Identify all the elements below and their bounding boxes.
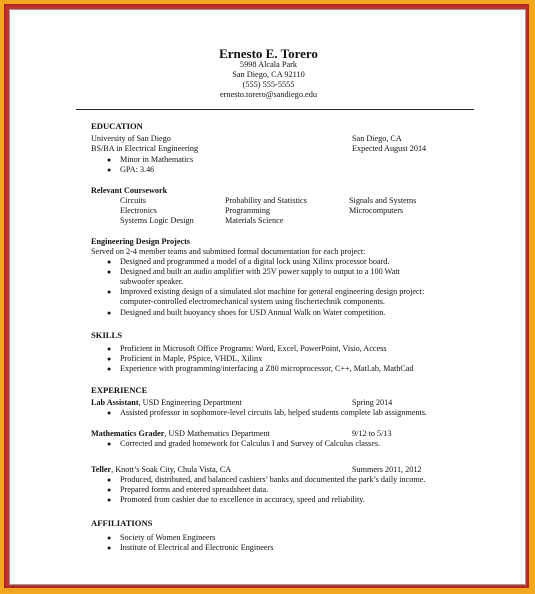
header-divider [76, 109, 474, 110]
project-item-continued: computer-controlled electromechanical system using fischertechnik components. [120, 297, 385, 306]
education-bullet: GPA: 3.46 [120, 165, 155, 174]
email: ernesto.torero@sandiego.edu [219, 90, 318, 99]
project-item: Designed and built an audio amplifier with 25V power supply to output to a 100 Watt [120, 267, 400, 276]
job-duty: Corrected and graded homework for Calculus I and Survey of Calculus classes. [120, 439, 381, 448]
job-role: Teller [91, 465, 112, 474]
bullet-icon: ● [107, 440, 112, 448]
job-date: Summers 2011, 2012 [352, 465, 422, 474]
bullet-icon: ● [107, 268, 112, 276]
projects-heading: Engineering Design Projects [91, 237, 190, 246]
bullet-icon: ● [107, 476, 112, 484]
job-duty: Assisted professor in sophomore-level circuits lab, helped students complete lab assignments. [120, 408, 427, 417]
job-role: Mathematics Grader [91, 429, 165, 438]
bullet-icon: ● [107, 409, 112, 417]
affiliation-item: Society of Women Engineers [120, 533, 216, 542]
project-item: Designed and programmed a model of a digital lock using Xilinx processor board. [120, 257, 390, 266]
bullet-icon: ● [107, 496, 112, 504]
school-location: San Diego, CA [352, 134, 402, 143]
bullet-icon: ● [107, 166, 112, 174]
job-org: , Knott’s Soak City, Chula Vista, CA [111, 465, 232, 474]
course: Materials Science [225, 216, 284, 225]
course: Signals and Systems [349, 196, 417, 205]
education-heading: EDUCATION [91, 121, 143, 131]
course: Circuits [120, 196, 146, 205]
job-date: Spring 2014 [352, 398, 393, 407]
education-bullet: Minor in Mathematics [120, 155, 194, 164]
job-title-line [91, 429, 270, 439]
skills-heading: SKILLS [91, 330, 123, 340]
address-line-2: San Diego, CA 92110 [232, 70, 305, 79]
resume-page [9, 9, 526, 585]
address-line-1: 5998 Alcala Park [239, 60, 298, 69]
bullet-icon: ● [107, 355, 112, 363]
course: Programming [225, 206, 271, 215]
course: Electronics [120, 206, 157, 215]
degree: BS/BA in Electrical Engineering [91, 144, 199, 153]
job-duty: Promoted from cashier due to excellence in accuracy, speed and reliability. [120, 495, 365, 504]
job-org: , USD Mathematics Department [164, 429, 270, 438]
job-duty: Produced, distributed, and balanced cashiers’ banks and documented the park’s daily income. [120, 475, 426, 484]
affiliations-heading: AFFILIATIONS [91, 518, 153, 528]
bullet-icon: ● [107, 486, 112, 494]
skill-item: Proficient in Microsoft Office Programs: Word, Excel, PowerPoint, Visio, Access [120, 344, 387, 353]
bullet-icon: ● [107, 544, 112, 552]
project-item-continued: subwoofer speaker. [120, 277, 184, 286]
project-item: Designed and built buoyancy shoes for USD Annual Walk on Water competition. [120, 308, 386, 317]
phone: (555) 555-5555 [242, 80, 295, 89]
project-item: Improved existing design of a simulated slot machine for general engineering design project: [120, 287, 425, 296]
course: Probability and Statistics [225, 196, 307, 205]
job-title-line [91, 465, 231, 475]
experience-heading: EXPERIENCE [91, 385, 148, 395]
bullet-icon: ● [107, 345, 112, 353]
bullet-icon: ● [107, 365, 112, 373]
job-title-line [91, 398, 242, 408]
job-role: Lab Assistant [91, 398, 139, 407]
bullet-icon: ● [107, 288, 112, 296]
job-date: 9/12 to 5/13 [352, 429, 392, 438]
bullet-icon: ● [107, 156, 112, 164]
graduation-date: Expected August 2014 [352, 144, 427, 153]
job-org: , USD Engineering Department [138, 398, 242, 407]
projects-intro: Served on 2-4 member teams and submitted formal documentation for each project: [91, 247, 366, 256]
coursework-heading: Relevant Coursework [91, 186, 168, 195]
course: Microcomputers [349, 206, 404, 215]
skill-item: Proficient in Maple, PSpice, VHDL, Xilinx [120, 354, 263, 363]
skill-item: Experience with programming/interfacing a Z80 microprocessor, C++, Matl.ab, MathCad [120, 364, 414, 373]
resume-name: Ernesto E. Torero [219, 46, 318, 61]
affiliation-item: Institute of Electrical and Electronic Engineers [120, 543, 274, 552]
course: Systems Logic Design [120, 216, 194, 225]
job-duty: Prepared forms and entered spreadsheet data. [120, 485, 269, 494]
bullet-icon: ● [107, 534, 112, 542]
school-name: University of San Diego [91, 134, 171, 143]
bullet-icon: ● [107, 309, 112, 317]
bullet-icon: ● [107, 258, 112, 266]
